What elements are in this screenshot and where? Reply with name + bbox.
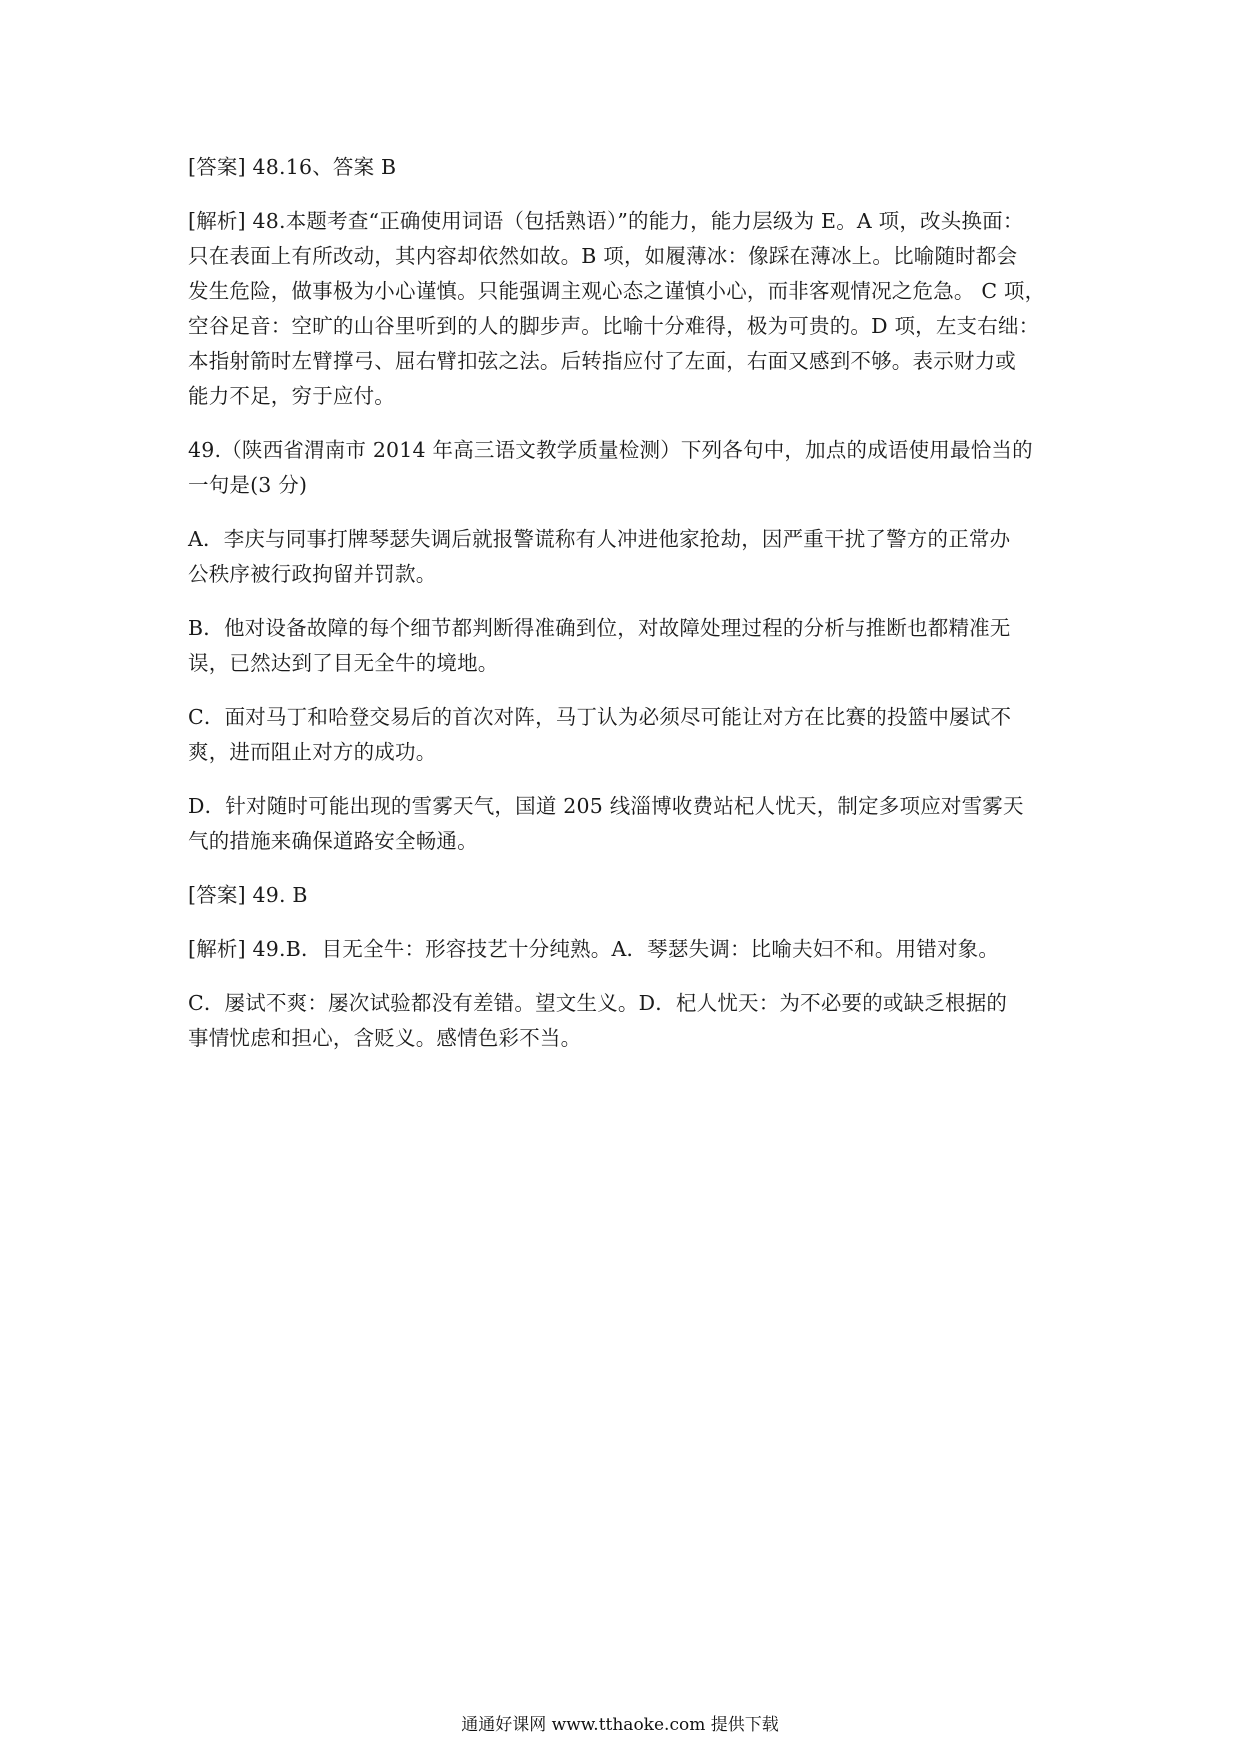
option-b bbox=[188, 611, 1058, 681]
analysis-48 bbox=[188, 204, 1058, 414]
text-line: 公秩序被行政拘留并罚款。 bbox=[188, 562, 437, 586]
text-line: B．他对设备故障的每个细节都判断得准确到位，对故障处理过程的分析与推断也都精准无 bbox=[188, 616, 1011, 640]
text-line: D．针对随时可能出现的雪雾天气，国道 205 线淄博收费站杞人忧天，制定多项应对雪雾天 bbox=[188, 794, 1024, 818]
text-line: 49.（陕西省渭南市 2014 年高三语文教学质量检测）下列各句中，加点的成语使用最恰当的 bbox=[188, 438, 1033, 462]
text-line: 气的措施来确保道路安全畅通。 bbox=[188, 829, 478, 853]
analysis-49-continued bbox=[188, 986, 1058, 1056]
text-line: [答案] 49. B bbox=[188, 883, 308, 907]
text-line: 发生危险，做事极为小心谨慎。只能强调主观心态之谨慎小心，而非客观情况之危急。 C 项， bbox=[188, 279, 1046, 303]
document-body bbox=[188, 150, 1058, 1075]
question-49 bbox=[188, 433, 1058, 503]
text-line: 只在表面上有所改动，其内容却依然如故。B 项，如履薄冰：像踩在薄冰上。比喻随时都会 bbox=[188, 244, 1018, 268]
text-line: [解析] 48.本题考查“正确使用词语（包括熟语）”的能力，能力层级为 E。A 项，改头换面： bbox=[188, 209, 1024, 233]
analysis-49 bbox=[188, 932, 1058, 967]
text-line: C．面对马丁和哈登交易后的首次对阵，马丁认为必须尽可能让对方在比赛的投篮中屡试不 bbox=[188, 705, 1012, 729]
option-c bbox=[188, 700, 1058, 770]
text-line: 本指射箭时左臂撑弓、屈右臂扣弦之法。后转指应付了左面，右面又感到不够。表示财力或 bbox=[188, 349, 1016, 373]
text-line: 能力不足，穷于应付。 bbox=[188, 384, 395, 408]
option-d bbox=[188, 789, 1058, 859]
text-line: 一句是(3 分) bbox=[188, 473, 308, 497]
text-line: [答案] 48.16、答案 B bbox=[188, 155, 397, 179]
text-line: 误，已然达到了目无全牛的境地。 bbox=[188, 651, 499, 675]
answer-48 bbox=[188, 150, 1058, 185]
text-line: 事情忧虑和担心，含贬义。感情色彩不当。 bbox=[188, 1026, 582, 1050]
answer-49 bbox=[188, 878, 1058, 913]
page-footer: 通通好课网 www.tthaoke.com 提供下载 bbox=[461, 1715, 779, 1735]
text-line: A．李庆与同事打牌琴瑟失调后就报警谎称有人冲进他家抢劫，因严重干扰了警方的正常办 bbox=[188, 527, 1011, 551]
text-line: 空谷足音：空旷的山谷里听到的人的脚步声。比喻十分难得，极为可贵的。D 项，左支右绌： bbox=[188, 314, 1040, 338]
option-a bbox=[188, 522, 1058, 592]
text-line: [解析] 49.B．目无全牛：形容技艺十分纯熟。A．琴瑟失调：比喻夫妇不和。用错对象。 bbox=[188, 937, 1000, 961]
text-line: C．屡试不爽：屡次试验都没有差错。望文生义。D．杞人忧天：为不必要的或缺乏根据的 bbox=[188, 991, 1008, 1015]
text-line: 爽，进而阻止对方的成功。 bbox=[188, 740, 437, 764]
